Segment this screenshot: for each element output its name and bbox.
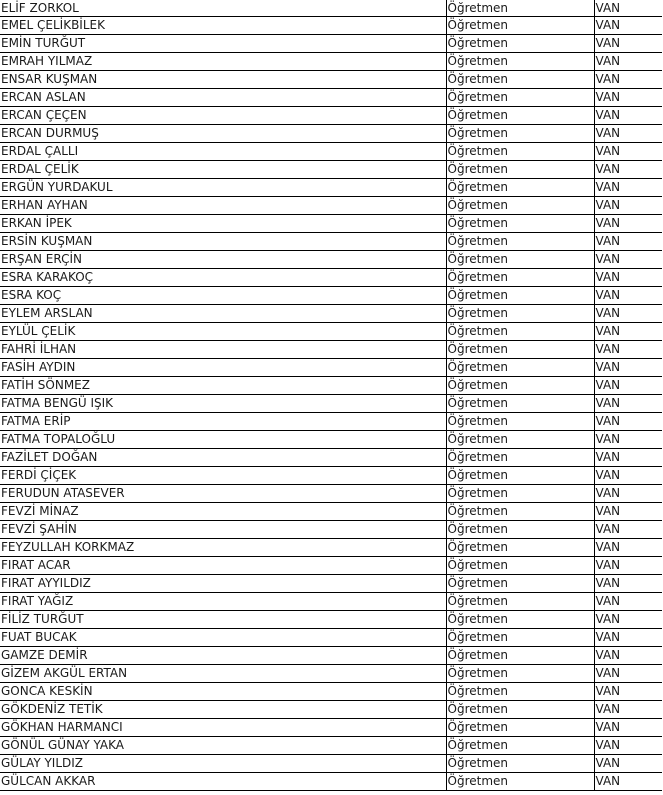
name-cell[interactable]: ERŞAN ERÇİN bbox=[0, 251, 446, 269]
table-row bbox=[0, 413, 662, 431]
table-row bbox=[0, 17, 662, 35]
name-cell[interactable]: FUAT BUCAK bbox=[0, 629, 446, 647]
name-cell[interactable]: ESRA KARAKOÇ bbox=[0, 269, 446, 287]
occupation-cell[interactable]: Öğretmen bbox=[446, 701, 594, 719]
table-row bbox=[0, 125, 662, 143]
city-cell[interactable]: VAN bbox=[594, 287, 662, 305]
occupation-cell[interactable]: Öğretmen bbox=[446, 341, 594, 359]
occupation-cell[interactable]: Öğretmen bbox=[446, 485, 594, 503]
table-row bbox=[0, 503, 662, 521]
table-row bbox=[0, 629, 662, 647]
occupation-cell[interactable]: Öğretmen bbox=[446, 269, 594, 287]
occupation-cell[interactable]: Öğretmen bbox=[446, 665, 594, 683]
name-cell[interactable]: ENSAR KUŞMAN bbox=[0, 71, 446, 89]
name-cell[interactable]: FIRAT AYYILDIZ bbox=[0, 575, 446, 593]
occupation-cell[interactable]: Öğretmen bbox=[446, 179, 594, 197]
table-row bbox=[0, 89, 662, 107]
city-cell[interactable]: VAN bbox=[594, 71, 662, 89]
city-cell[interactable]: VAN bbox=[594, 773, 662, 791]
city-cell[interactable]: VAN bbox=[594, 377, 662, 395]
table-row bbox=[0, 251, 662, 269]
city-cell[interactable]: VAN bbox=[594, 629, 662, 647]
city-cell[interactable]: VAN bbox=[594, 737, 662, 755]
occupation-cell[interactable]: Öğretmen bbox=[446, 593, 594, 611]
occupation-cell[interactable]: Öğretmen bbox=[446, 71, 594, 89]
city-cell[interactable]: VAN bbox=[594, 215, 662, 233]
name-cell[interactable]: ERDAL ÇALLI bbox=[0, 143, 446, 161]
occupation-cell[interactable]: Öğretmen bbox=[446, 575, 594, 593]
name-cell[interactable]: FAHRİ İLHAN bbox=[0, 341, 446, 359]
city-cell[interactable]: VAN bbox=[594, 179, 662, 197]
name-cell[interactable]: ERCAN ÇEÇEN bbox=[0, 107, 446, 125]
city-cell[interactable]: VAN bbox=[594, 701, 662, 719]
table-row bbox=[0, 323, 662, 341]
name-cell[interactable]: FERUDUN ATASEVER bbox=[0, 485, 446, 503]
table-row bbox=[0, 287, 662, 305]
name-cell[interactable]: GÖNÜL GÜNAY YAKA bbox=[0, 737, 446, 755]
city-cell[interactable]: VAN bbox=[594, 521, 662, 539]
table-row bbox=[0, 683, 662, 701]
table-row bbox=[0, 233, 662, 251]
table-row bbox=[0, 269, 662, 287]
table-row bbox=[0, 449, 662, 467]
table-row bbox=[0, 107, 662, 125]
city-cell[interactable]: VAN bbox=[594, 17, 662, 35]
occupation-cell[interactable]: Öğretmen bbox=[446, 395, 594, 413]
table-row bbox=[0, 773, 662, 791]
city-cell[interactable]: VAN bbox=[594, 485, 662, 503]
name-cell[interactable]: EMİN TURĞUT bbox=[0, 35, 446, 53]
table-row bbox=[0, 341, 662, 359]
city-cell[interactable]: VAN bbox=[594, 305, 662, 323]
occupation-cell[interactable]: Öğretmen bbox=[446, 773, 594, 791]
table-row bbox=[0, 539, 662, 557]
table-row bbox=[0, 485, 662, 503]
table-row bbox=[0, 647, 662, 665]
city-cell[interactable]: VAN bbox=[594, 269, 662, 287]
table-row bbox=[0, 143, 662, 161]
name-cell[interactable]: ERCAN DURMUŞ bbox=[0, 125, 446, 143]
occupation-cell[interactable]: Öğretmen bbox=[446, 413, 594, 431]
table-row bbox=[0, 557, 662, 575]
city-cell[interactable]: VAN bbox=[594, 125, 662, 143]
name-cell[interactable]: GÜLCAN AKKAR bbox=[0, 773, 446, 791]
city-cell[interactable]: VAN bbox=[594, 35, 662, 53]
name-cell[interactable]: ERSİN KUŞMAN bbox=[0, 233, 446, 251]
city-cell[interactable]: VAN bbox=[594, 413, 662, 431]
name-cell[interactable]: ESRA KOÇ bbox=[0, 287, 446, 305]
city-cell[interactable]: VAN bbox=[594, 719, 662, 737]
city-cell[interactable]: VAN bbox=[594, 557, 662, 575]
table-row bbox=[0, 359, 662, 377]
occupation-cell[interactable]: Öğretmen bbox=[446, 557, 594, 575]
occupation-cell[interactable]: Öğretmen bbox=[446, 629, 594, 647]
table-row bbox=[0, 611, 662, 629]
name-cell[interactable]: ERCAN ASLAN bbox=[0, 89, 446, 107]
name-cell[interactable]: FIRAT ACAR bbox=[0, 557, 446, 575]
occupation-cell[interactable]: Öğretmen bbox=[446, 323, 594, 341]
table-row bbox=[0, 305, 662, 323]
table-row bbox=[0, 71, 662, 89]
table-row bbox=[0, 755, 662, 773]
name-cell[interactable]: FAZİLET DOĞAN bbox=[0, 449, 446, 467]
name-cell[interactable]: FATMA BENGÜ IŞIK bbox=[0, 395, 446, 413]
name-cell[interactable]: GAMZE DEMİR bbox=[0, 647, 446, 665]
table-row bbox=[0, 35, 662, 53]
name-cell[interactable]: GÖKHAN HARMANCI bbox=[0, 719, 446, 737]
name-cell[interactable]: FIRAT YAĞIZ bbox=[0, 593, 446, 611]
occupation-cell[interactable]: Öğretmen bbox=[446, 251, 594, 269]
occupation-cell[interactable]: Öğretmen bbox=[446, 53, 594, 71]
name-cell[interactable]: GİZEM AKGÜL ERTAN bbox=[0, 665, 446, 683]
occupation-cell[interactable]: Öğretmen bbox=[446, 17, 594, 35]
city-cell[interactable]: VAN bbox=[594, 395, 662, 413]
table-row bbox=[0, 593, 662, 611]
occupation-cell[interactable]: Öğretmen bbox=[446, 755, 594, 773]
occupation-cell[interactable]: Öğretmen bbox=[446, 647, 594, 665]
name-cell[interactable]: FEVZİ MİNAZ bbox=[0, 503, 446, 521]
table-row bbox=[0, 161, 662, 179]
name-cell[interactable]: GONCA KESKİN bbox=[0, 683, 446, 701]
city-cell[interactable]: VAN bbox=[594, 593, 662, 611]
city-cell[interactable]: VAN bbox=[594, 161, 662, 179]
city-cell[interactable]: VAN bbox=[594, 539, 662, 557]
occupation-cell[interactable]: Öğretmen bbox=[446, 287, 594, 305]
table-row bbox=[0, 575, 662, 593]
occupation-cell[interactable]: Öğretmen bbox=[446, 449, 594, 467]
occupation-cell[interactable]: Öğretmen bbox=[446, 143, 594, 161]
occupation-cell[interactable]: Öğretmen bbox=[446, 197, 594, 215]
name-cell[interactable]: FEYZULLAH KORKMAZ bbox=[0, 539, 446, 557]
city-cell[interactable]: VAN bbox=[594, 53, 662, 71]
city-cell[interactable]: VAN bbox=[594, 449, 662, 467]
occupation-cell[interactable]: Öğretmen bbox=[446, 107, 594, 125]
occupation-cell[interactable]: Öğretmen bbox=[446, 377, 594, 395]
city-cell[interactable]: VAN bbox=[594, 647, 662, 665]
city-cell[interactable]: VAN bbox=[594, 359, 662, 377]
city-cell[interactable]: VAN bbox=[594, 683, 662, 701]
city-cell[interactable]: VAN bbox=[594, 251, 662, 269]
name-cell[interactable]: ELİF ZORKOL bbox=[0, 0, 446, 17]
occupation-cell[interactable]: Öğretmen bbox=[446, 737, 594, 755]
city-cell[interactable]: VAN bbox=[594, 233, 662, 251]
occupation-cell[interactable]: Öğretmen bbox=[446, 359, 594, 377]
city-cell[interactable]: VAN bbox=[594, 89, 662, 107]
name-cell[interactable]: EYLÜL ÇELİK bbox=[0, 323, 446, 341]
table-row bbox=[0, 377, 662, 395]
name-cell[interactable]: FİLİZ TURĞUT bbox=[0, 611, 446, 629]
table-row bbox=[0, 431, 662, 449]
city-cell[interactable]: VAN bbox=[594, 467, 662, 485]
table-row bbox=[0, 0, 662, 17]
occupation-cell[interactable]: Öğretmen bbox=[446, 161, 594, 179]
occupation-cell[interactable]: Öğretmen bbox=[446, 611, 594, 629]
occupation-cell[interactable]: Öğretmen bbox=[446, 215, 594, 233]
name-cell[interactable]: FATMA ERİP bbox=[0, 413, 446, 431]
occupation-cell[interactable]: Öğretmen bbox=[446, 719, 594, 737]
table-row bbox=[0, 701, 662, 719]
name-cell[interactable]: ERGÜN YURDAKUL bbox=[0, 179, 446, 197]
name-cell[interactable]: FATİH SÖNMEZ bbox=[0, 377, 446, 395]
city-cell[interactable]: VAN bbox=[594, 575, 662, 593]
name-cell[interactable]: GÜLAY YILDIZ bbox=[0, 755, 446, 773]
table-row bbox=[0, 197, 662, 215]
name-cell[interactable]: EMRAH YILMAZ bbox=[0, 53, 446, 71]
table-row bbox=[0, 521, 662, 539]
name-cell[interactable]: ERKAN İPEK bbox=[0, 215, 446, 233]
name-cell[interactable]: EMEL ÇELİKBİLEK bbox=[0, 17, 446, 35]
city-cell[interactable]: VAN bbox=[594, 107, 662, 125]
table-row bbox=[0, 665, 662, 683]
city-cell[interactable]: VAN bbox=[594, 611, 662, 629]
city-cell[interactable]: VAN bbox=[594, 0, 662, 17]
city-cell[interactable]: VAN bbox=[594, 323, 662, 341]
table-row bbox=[0, 395, 662, 413]
occupation-cell[interactable]: Öğretmen bbox=[446, 35, 594, 53]
city-cell[interactable]: VAN bbox=[594, 755, 662, 773]
city-cell[interactable]: VAN bbox=[594, 197, 662, 215]
name-cell[interactable]: FASİH AYDIN bbox=[0, 359, 446, 377]
occupation-cell[interactable]: Öğretmen bbox=[446, 539, 594, 557]
city-cell[interactable]: VAN bbox=[594, 431, 662, 449]
occupation-cell[interactable]: Öğretmen bbox=[446, 467, 594, 485]
table-row bbox=[0, 179, 662, 197]
city-cell[interactable]: VAN bbox=[594, 503, 662, 521]
occupation-cell[interactable]: Öğretmen bbox=[446, 0, 594, 17]
name-cell[interactable]: EYLEM ARSLAN bbox=[0, 305, 446, 323]
name-cell[interactable]: GÖKDENİZ TETİK bbox=[0, 701, 446, 719]
occupation-cell[interactable]: Öğretmen bbox=[446, 431, 594, 449]
table-row bbox=[0, 53, 662, 71]
name-cell[interactable]: FERDİ ÇİÇEK bbox=[0, 467, 446, 485]
occupation-cell[interactable]: Öğretmen bbox=[446, 125, 594, 143]
table-row bbox=[0, 467, 662, 485]
table-row bbox=[0, 215, 662, 233]
table-row bbox=[0, 719, 662, 737]
occupation-cell[interactable]: Öğretmen bbox=[446, 305, 594, 323]
name-cell[interactable]: FATMA TOPALOĞLU bbox=[0, 431, 446, 449]
city-cell[interactable]: VAN bbox=[594, 341, 662, 359]
occupation-cell[interactable]: Öğretmen bbox=[446, 683, 594, 701]
city-cell[interactable]: VAN bbox=[594, 143, 662, 161]
name-cell[interactable]: ERHAN AYHAN bbox=[0, 197, 446, 215]
occupation-cell[interactable]: Öğretmen bbox=[446, 89, 594, 107]
name-cell[interactable]: ERDAL ÇELİK bbox=[0, 161, 446, 179]
name-cell[interactable]: FEVZİ ŞAHİN bbox=[0, 521, 446, 539]
table-row bbox=[0, 737, 662, 755]
occupation-cell[interactable]: Öğretmen bbox=[446, 503, 594, 521]
occupation-cell[interactable]: Öğretmen bbox=[446, 521, 594, 539]
city-cell[interactable]: VAN bbox=[594, 665, 662, 683]
occupation-cell[interactable]: Öğretmen bbox=[446, 233, 594, 251]
